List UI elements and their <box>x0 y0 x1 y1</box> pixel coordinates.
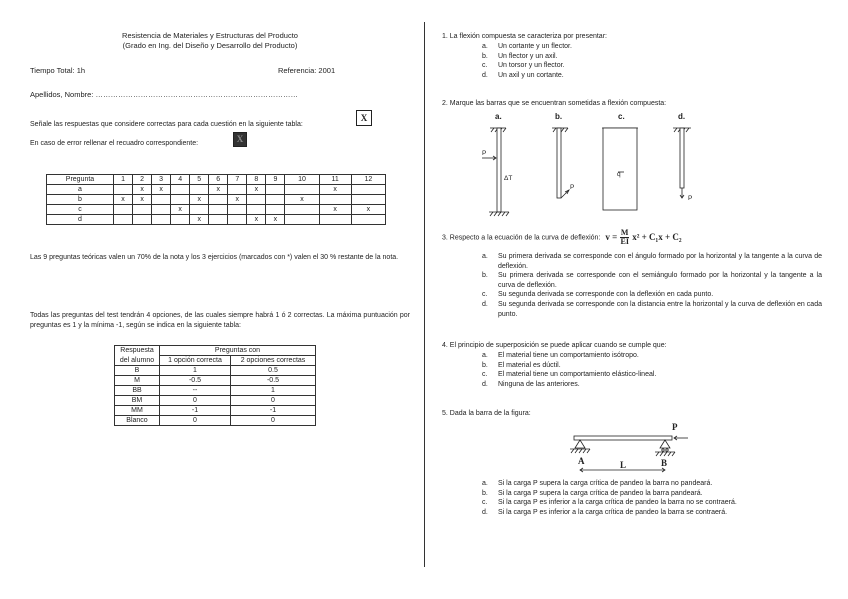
question-5-figure <box>560 418 700 476</box>
option-label: d <box>47 215 114 225</box>
scoring-note: Todas las preguntas del test tendrán 4 opciones, de las cuales siempre habrá 1 ó 2 correctas. La máxima puntuación por preguntas es 1 y la mínima -1, según se indica en la siguiente tabla: <box>30 312 410 329</box>
option-item: a. Un cortante y un flector. <box>482 43 572 50</box>
answer-cell[interactable] <box>247 205 266 215</box>
score-cell: -0.5 <box>160 376 231 386</box>
answer-cell[interactable] <box>152 195 171 205</box>
question-title: 3. Respecto a la ecuación de la curva de deflexión: <box>442 234 601 242</box>
score-header-cell: Preguntas con <box>160 346 316 356</box>
answer-cell[interactable] <box>190 205 209 215</box>
answer-cell[interactable] <box>319 215 351 225</box>
score-cell: -- <box>160 386 231 396</box>
score-cell: BM <box>115 396 160 406</box>
course-subtitle: (Grado en Ing. del Diseño y Desarrollo del Producto) <box>122 41 298 50</box>
answer-cell[interactable] <box>171 185 190 195</box>
answer-cell[interactable] <box>266 185 285 195</box>
answer-cell[interactable] <box>228 185 247 195</box>
page-divider <box>424 22 425 567</box>
header-cell: 10 <box>285 175 319 185</box>
score-cell: Blanco <box>115 416 160 426</box>
header-cell: 8 <box>247 175 266 185</box>
answer-cell[interactable]: x <box>114 195 133 205</box>
answer-cell[interactable] <box>152 215 171 225</box>
score-header-cell: Respuesta <box>115 346 160 356</box>
name-field[interactable]: Apellidos, Nombre: ……………………………………………………………………… <box>30 90 298 99</box>
score-cell: BB <box>115 386 160 396</box>
answer-cell[interactable]: x <box>247 215 266 225</box>
option-item: b. Su primera derivada se corresponde con el semiángulo formado por la horizontal y la tangente a la curva de deflexión. <box>482 272 822 289</box>
option-item: d. Un axil y un cortante. <box>482 71 564 79</box>
answer-cell[interactable] <box>228 205 247 215</box>
score-row <box>115 396 316 406</box>
answer-cell[interactable] <box>266 205 285 215</box>
score-header-cell: 2 opciones correctas <box>231 356 316 366</box>
answer-cell[interactable]: x <box>266 215 285 225</box>
option-item: d. Su segunda derivada se corresponde con la distancia entre la horizontal y la curva de deflexión en cada punto. <box>482 300 822 318</box>
score-row <box>115 386 316 396</box>
option-item: c. El material tiene un comportamiento elástico-lineal. <box>482 371 657 379</box>
question-title: 1. La flexión compuesta se caracteriza por presentar: <box>442 33 607 40</box>
header-cell: 6 <box>209 175 228 185</box>
answer-cell[interactable]: x <box>319 205 351 215</box>
answer-cell[interactable]: x <box>133 185 152 195</box>
score-cell: M <box>115 376 160 386</box>
option-item: d. Ninguna de las anteriores. <box>482 380 580 388</box>
answer-table <box>46 174 386 225</box>
answer-cell[interactable] <box>228 215 247 225</box>
answer-cell[interactable]: x <box>351 205 385 215</box>
option-item: d. Si la carga P es inferior a la carga crítica de pandeo la barra se contraerá. <box>482 508 728 516</box>
bar-label-a: a. <box>495 112 502 121</box>
answer-cell[interactable] <box>209 205 228 215</box>
course-title: Resistencia de Materiales y Estructuras del Producto <box>122 31 298 40</box>
answer-row-d <box>47 215 386 225</box>
question-title: 4. El principio de superposición se puede aplicar cuando se cumple que: <box>442 342 667 349</box>
answer-cell[interactable] <box>285 185 319 195</box>
support-b-label: B <box>661 458 668 468</box>
answer-cell[interactable]: x <box>247 185 266 195</box>
answer-row-a <box>47 185 386 195</box>
option-item: b. Si la carga P supera la carga crítica de pandeo la barra pandeará. <box>482 489 703 497</box>
question-3 <box>442 229 822 319</box>
header-cell: 7 <box>228 175 247 185</box>
score-row <box>115 406 316 416</box>
score-cell: -1 <box>160 406 231 416</box>
bar-label-d: d. <box>678 112 686 121</box>
exam-header <box>60 31 360 51</box>
score-row <box>115 416 316 426</box>
load-q-c: q <box>617 171 621 178</box>
error-example-box: X <box>233 132 247 147</box>
option-item: a. Si la carga P supera la carga crítica de pandeo la barra no pandeará. <box>482 480 713 487</box>
score-cell: 0.5 <box>231 366 316 376</box>
answer-cell[interactable] <box>247 195 266 205</box>
option-item: b. El material es dúctil. <box>482 361 561 369</box>
header-cell: 5 <box>190 175 209 185</box>
question-title-row <box>442 229 822 246</box>
question-2-title: 2. Marque las barras que se encuentran sometidas a flexión compuesta: <box>442 100 667 107</box>
score-cell: 0 <box>231 396 316 406</box>
question-4 <box>442 341 822 389</box>
score-cell: -0.5 <box>231 376 316 386</box>
answer-cell[interactable]: x <box>152 185 171 195</box>
header-cell: 12 <box>351 175 385 185</box>
header-cell: Pregunta <box>47 175 114 185</box>
option-item: c. Un torsor y un flector. <box>482 62 565 70</box>
answer-row-b <box>47 195 386 205</box>
option-item: a. El material tiene un comportamiento isótropo. <box>482 352 639 359</box>
score-header-cell: del alumno <box>115 356 160 366</box>
answer-cell[interactable] <box>152 205 171 215</box>
score-header-cell: 1 opción correcta <box>160 356 231 366</box>
option-item: b. Un flector y un axil. <box>482 52 558 60</box>
header-cell: 2 <box>133 175 152 185</box>
total-time: Tiempo Total: 1h <box>30 66 86 75</box>
answer-cell[interactable] <box>285 215 319 225</box>
header-cell: 1 <box>114 175 133 185</box>
answer-cell[interactable]: x <box>171 205 190 215</box>
answer-cell[interactable] <box>171 195 190 205</box>
score-row <box>115 366 316 376</box>
score-cell: MM <box>115 406 160 416</box>
score-cell: -1 <box>231 406 316 416</box>
delta-t-label: ΔT <box>504 175 513 182</box>
mark-example-box: X <box>356 110 372 126</box>
score-cell: 0 <box>160 416 231 426</box>
header-cell: 3 <box>152 175 171 185</box>
score-cell: 0 <box>160 396 231 406</box>
weights-note: Las 9 preguntas teóricas valen un 70% de la nota y los 3 ejercicios (marcados con *) valen el 30 % restante de la nota. <box>30 254 399 261</box>
score-cell: 1 <box>160 366 231 376</box>
option-label: a <box>47 185 114 195</box>
option-item: c. Si la carga P es inferior a la carga crítica de pandeo la barra no se contraerá. <box>482 499 737 507</box>
answer-cell[interactable] <box>114 205 133 215</box>
answer-cell[interactable]: x <box>319 185 351 195</box>
answer-cell[interactable] <box>114 185 133 195</box>
deflection-formula: v = $\frac{M}{EI}$ x² + C₁x + C₂ <box>605 228 682 246</box>
answer-cell[interactable] <box>209 215 228 225</box>
answer-cell[interactable] <box>319 195 351 205</box>
answer-cell[interactable] <box>133 205 152 215</box>
answer-cell[interactable]: x <box>190 215 209 225</box>
reference: Referencia: 2001 <box>278 66 336 75</box>
header-cell: 4 <box>171 175 190 185</box>
option-label: b <box>47 195 114 205</box>
header-cell: 11 <box>319 175 351 185</box>
load-p-a: P <box>482 150 487 157</box>
bar-label-b: b. <box>555 112 563 121</box>
answer-cell[interactable] <box>351 185 385 195</box>
option-item: a. Su primera derivada se corresponde con el ángulo formado por la horizontal y la tangente a la curva de deflexión. <box>482 253 822 270</box>
answer-cell[interactable]: x <box>285 195 319 205</box>
mark-instruction: Señale las respuestas que considere correctas para cada cuestión en la siguiente tabla: <box>30 121 303 128</box>
answer-cell[interactable] <box>190 185 209 195</box>
answer-cell[interactable] <box>171 215 190 225</box>
bar-label-c: c. <box>618 112 625 121</box>
load-p-b: P <box>570 184 575 191</box>
answer-cell[interactable]: x <box>209 185 228 195</box>
score-table <box>114 345 316 426</box>
length-label: L <box>620 460 627 470</box>
header-cell: 9 <box>266 175 285 185</box>
answer-cell[interactable] <box>285 205 319 215</box>
question-1 <box>442 32 822 80</box>
score-row <box>115 376 316 386</box>
option-label: c <box>47 205 114 215</box>
score-cell: 1 <box>231 386 316 396</box>
answer-cell[interactable] <box>114 215 133 225</box>
option-item: c. Su segunda derivada se corresponde con la deflexión en cada punto. <box>482 291 714 299</box>
answer-cell[interactable] <box>351 215 385 225</box>
answer-cell[interactable]: x <box>133 195 152 205</box>
question-5-options <box>482 479 822 517</box>
answer-table-header <box>47 175 386 185</box>
answer-cell[interactable] <box>133 215 152 225</box>
answer-cell[interactable] <box>266 195 285 205</box>
answer-row-c <box>47 205 386 215</box>
question-2-figure <box>460 108 720 218</box>
score-cell: 0 <box>231 416 316 426</box>
support-a-label: A <box>578 456 585 466</box>
answer-cell[interactable] <box>209 195 228 205</box>
load-p-d: P <box>688 195 693 202</box>
question-5-title: 5. Dada la barra de la figura: <box>442 410 531 417</box>
score-cell: B <box>115 366 160 376</box>
load-p-label: P <box>672 422 678 432</box>
error-instruction: En caso de error rellenar el recuadro correspondiente: <box>30 140 199 147</box>
answer-cell[interactable]: x <box>228 195 247 205</box>
answer-cell[interactable]: x <box>190 195 209 205</box>
answer-cell[interactable] <box>351 195 385 205</box>
